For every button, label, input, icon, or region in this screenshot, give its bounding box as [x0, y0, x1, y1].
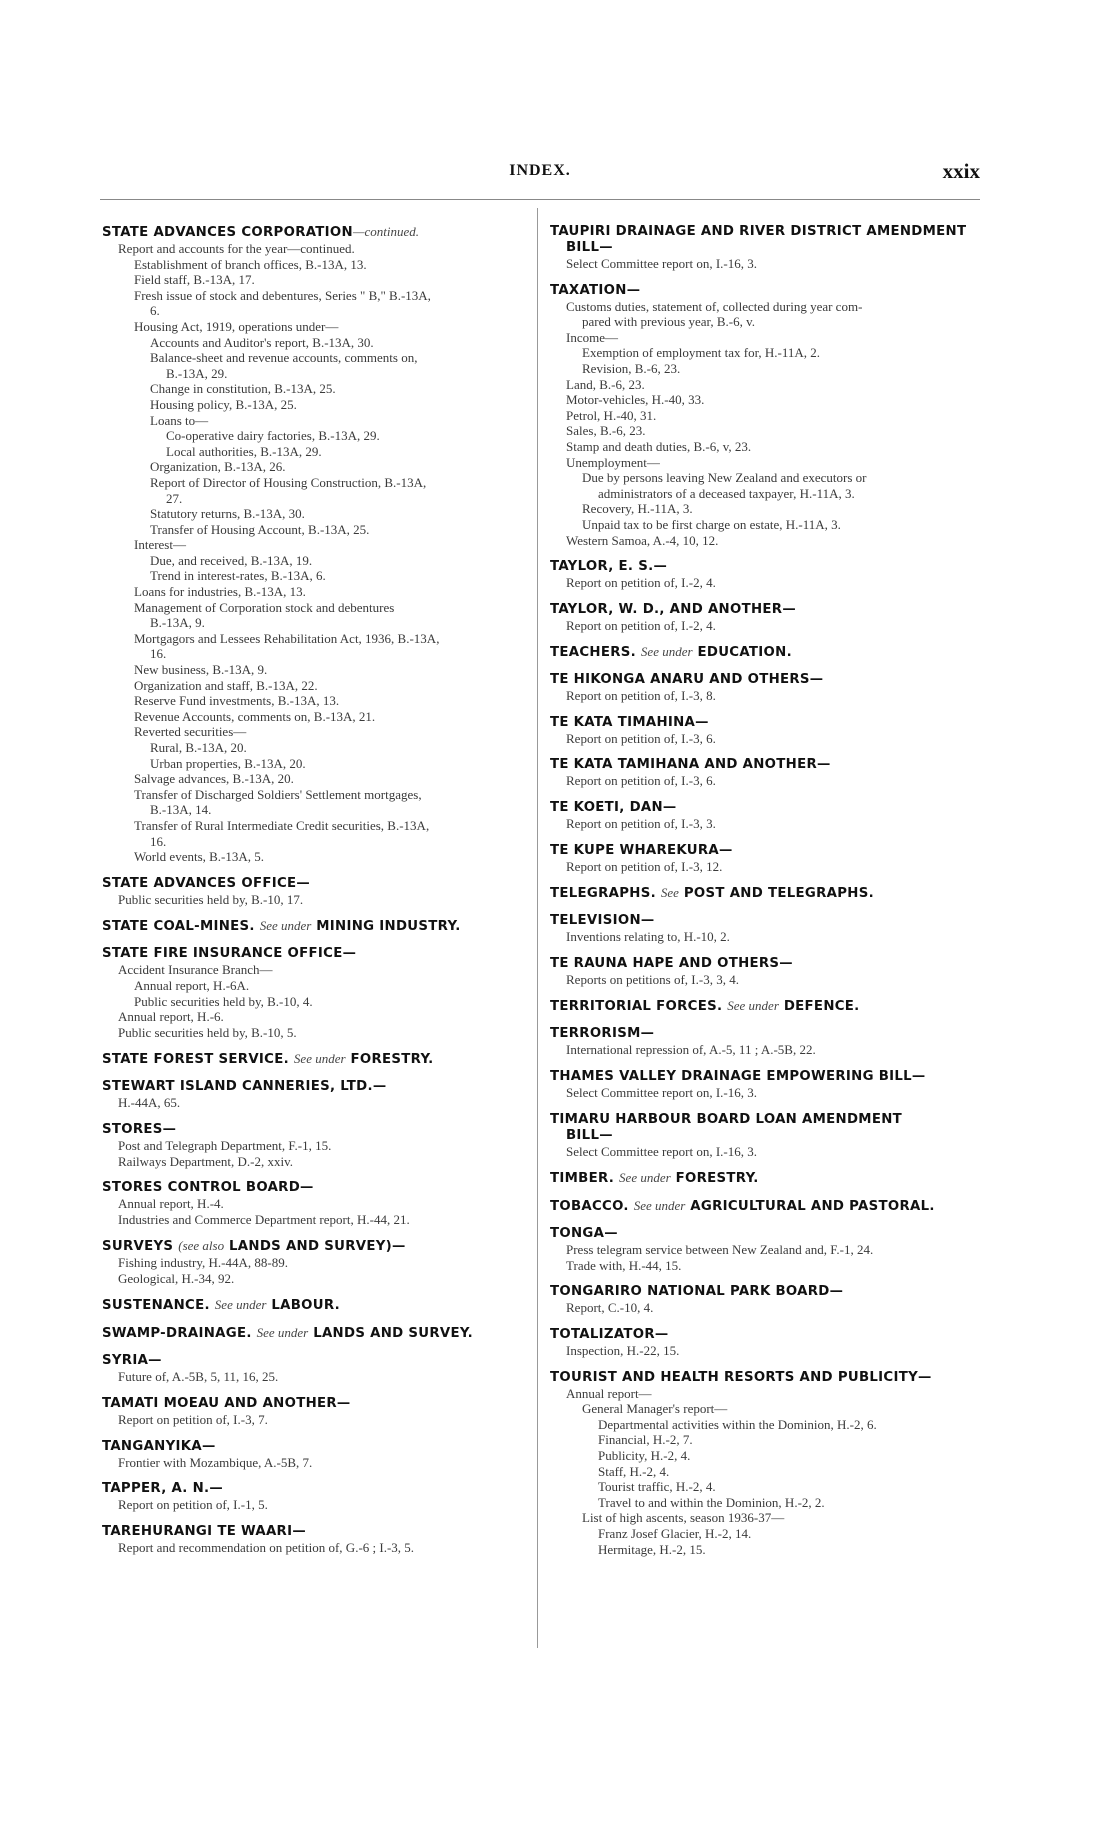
- see-reference: See under: [214, 1297, 267, 1313]
- entry-heading-text: SUSTENANCE.: [102, 1298, 210, 1314]
- index-subentry: Select Committee report on, I.-16, 3.: [566, 1143, 757, 1159]
- index-entry: [550, 1226, 980, 1273]
- index-subentry: Interest—: [134, 537, 186, 553]
- entry-heading-text: TE KATA TIMAHINA—: [550, 714, 709, 730]
- index-subentry: B.-13A, 14.: [150, 802, 212, 818]
- entry-heading: [550, 644, 980, 661]
- index-entry: [550, 913, 980, 945]
- entry-heading-text: TELEVISION—: [550, 913, 655, 929]
- index-subentry: Report on petition of, I.-2, 4.: [566, 617, 716, 633]
- index-subentry: B.-13A, 9.: [150, 615, 205, 631]
- index-entry: [550, 644, 980, 661]
- entry-heading-text: TELEGRAPHS.: [550, 886, 656, 902]
- entry-heading: [102, 1524, 532, 1540]
- index-subentry: Report on petition of, I.-3, 3.: [566, 816, 716, 832]
- entry-heading-continuation: BILL—: [566, 240, 613, 255]
- index-subentry: Accident Insurance Branch—: [118, 962, 273, 978]
- index-subentry: administrators of a deceased taxpayer, H.-11A, 3.: [598, 485, 855, 501]
- index-subentry: Motor-vehicles, H.-40, 33.: [566, 392, 705, 408]
- entry-heading: [550, 1284, 980, 1300]
- entry-heading-text: TONGARIRO NATIONAL PARK BOARD—: [550, 1284, 844, 1300]
- index-subentry: 16.: [150, 646, 167, 662]
- entry-heading: [102, 946, 532, 962]
- index-subentry: 16.: [150, 833, 167, 849]
- index-subentry: Press telegram service between New Zealand and, F.-1, 24.: [566, 1242, 874, 1258]
- index-subentry: Franz Josef Glacier, H.-2, 14.: [598, 1525, 752, 1541]
- index-subentry: Reserve Fund investments, B.-13A, 13.: [134, 693, 340, 709]
- entry-heading-text: TE KOETI, DAN—: [550, 800, 677, 816]
- index-entry: [550, 1370, 980, 1558]
- index-subentry: 6.: [150, 303, 160, 319]
- index-subentry: Exemption of employment tax for, H.-11A, 2.: [582, 345, 821, 361]
- index-entry: [102, 876, 532, 908]
- index-subentry: Statutory returns, B.-13A, 30.: [150, 506, 305, 522]
- entry-heading-continuation: BILL—: [566, 1127, 613, 1143]
- see-target: AGRICULTURAL AND PASTORAL.: [690, 1199, 935, 1215]
- entry-heading-text: TAYLOR, E. S.—: [550, 559, 668, 575]
- page-header: [100, 159, 980, 192]
- entry-heading: [102, 1180, 532, 1196]
- index-subentry: New business, B.-13A, 9.: [134, 662, 268, 678]
- index-subentry: Hermitage, H.-2, 15.: [598, 1541, 706, 1557]
- entry-heading-text: TAREHURANGI TE WAARI—: [102, 1523, 306, 1539]
- entry-heading: [102, 918, 532, 935]
- index-entry: [550, 1327, 980, 1359]
- index-subentry: Transfer of Rural Intermediate Credit securities, B.-13A,: [134, 817, 430, 833]
- entry-heading-text: STATE COAL-MINES.: [102, 919, 255, 935]
- index-subentry: Report of Director of Housing Construction, B.-13A,: [150, 474, 427, 490]
- entry-heading: [550, 715, 980, 731]
- index-subentry: Select Committee report on, I.-16, 3.: [566, 256, 757, 271]
- index-subentry: Mortgagors and Lessees Rehabilitation Act, 1936, B.-13A,: [134, 630, 440, 646]
- index-subentry: Unpaid tax to be first charge on estate, H.-11A, 3.: [582, 516, 841, 532]
- entry-heading: [550, 757, 980, 773]
- entry-heading-text: STATE FOREST SERVICE.: [102, 1052, 289, 1068]
- entry-heading-text: TOURIST AND HEALTH RESORTS AND PUBLICITY—: [550, 1369, 932, 1385]
- index-entry: [550, 224, 980, 272]
- entry-heading: [550, 885, 980, 902]
- entry-heading-text: TONGA—: [550, 1226, 618, 1242]
- index-subentry: General Manager's report—: [582, 1401, 728, 1417]
- index-subentry: Report on petition of, I.-3, 6.: [566, 730, 716, 746]
- see-target: FORESTRY.: [350, 1052, 434, 1068]
- index-subentry: Tourist traffic, H.-2, 4.: [598, 1479, 716, 1495]
- index-entry: [102, 1481, 532, 1513]
- index-subentry: Fresh issue of stock and debentures, Series " B," B.-13A,: [134, 287, 431, 303]
- entry-heading: [550, 224, 980, 240]
- index-subentry: H.-44A, 65.: [118, 1095, 181, 1111]
- index-subentry: Annual report, H.-6A.: [134, 977, 250, 993]
- index-subentry: Geological, H.-34, 92.: [118, 1270, 235, 1286]
- index-column-left: [102, 224, 532, 1566]
- index-entry: [102, 1439, 532, 1471]
- entry-heading: [550, 1226, 980, 1242]
- entry-heading: [102, 1396, 532, 1412]
- index-entry: [550, 843, 980, 875]
- entry-heading: [102, 1051, 532, 1068]
- index-subentry: Report and accounts for the year—continued.: [118, 241, 355, 256]
- entry-heading: [550, 1026, 980, 1042]
- entry-heading: [550, 998, 980, 1015]
- entry-heading: [102, 224, 532, 241]
- index-subentry: Report and recommendation on petition of, G.-6 ; I.-3, 5.: [118, 1539, 415, 1555]
- entry-heading-text: TERRITORIAL FORCES.: [550, 999, 723, 1015]
- index-subentry: Public securities held by, B.-10, 5.: [118, 1024, 297, 1040]
- index-entry: [550, 1112, 980, 1160]
- entry-heading: [550, 956, 980, 972]
- index-subentry: Local authorities, B.-13A, 29.: [166, 443, 322, 459]
- index-subentry: Salvage advances, B.-13A, 20.: [134, 771, 294, 787]
- entry-heading-text: SYRIA—: [102, 1353, 162, 1369]
- entry-heading-text: STORES—: [102, 1121, 177, 1137]
- index-subentry: 27.: [166, 490, 183, 506]
- see-reference: See under: [727, 998, 779, 1014]
- index-entry: [550, 715, 980, 747]
- index-entry: [102, 1297, 532, 1314]
- see-reference: See under: [640, 644, 693, 660]
- entry-heading-text: THAMES VALLEY DRAINAGE EMPOWERING BILL—: [550, 1069, 926, 1085]
- index-subentry: Future of, A.-5B, 5, 11, 16, 25.: [118, 1369, 279, 1385]
- entry-heading: [550, 800, 980, 816]
- index-subentry: B.-13A, 29.: [166, 365, 228, 381]
- entry-heading: [550, 1327, 980, 1343]
- index-subentry: Report on petition of, I.-2, 4.: [566, 575, 716, 591]
- see-target: MINING INDUSTRY.: [316, 919, 461, 935]
- index-subentry: Select Committee report on, I.-16, 3.: [566, 1085, 757, 1101]
- index-entry: [550, 998, 980, 1015]
- entry-heading-text: TEACHERS.: [550, 645, 636, 661]
- index-subentry: Loans for industries, B.-13A, 13.: [134, 584, 306, 600]
- index-entry: [550, 602, 980, 634]
- index-subentry: Report, C.-10, 4.: [566, 1300, 654, 1316]
- see-reference: (see also: [178, 1238, 225, 1254]
- index-entry: [102, 1325, 532, 1342]
- index-entry: [550, 672, 980, 704]
- index-subentry: Annual report—: [566, 1385, 652, 1401]
- index-subentry: Due by persons leaving New Zealand and executors or: [582, 470, 867, 486]
- index-subentry: Reverted securities—: [134, 724, 247, 740]
- entry-heading: [550, 559, 980, 575]
- entry-heading-text: TE HIKONGA ANARU AND OTHERS—: [550, 672, 824, 688]
- index-subentry: Loans to—: [150, 412, 209, 428]
- entry-heading: [550, 843, 980, 859]
- entry-heading: [102, 1353, 532, 1369]
- index-subentry: Trade with, H.-44, 15.: [566, 1257, 682, 1273]
- entry-heading: [550, 1170, 980, 1187]
- see-target: EDUCATION.: [697, 645, 792, 661]
- entry-heading-text: TIMBER.: [550, 1171, 615, 1187]
- index-subentry: Rural, B.-13A, 20.: [150, 740, 247, 755]
- index-entry: [550, 1069, 980, 1101]
- index-subentry: Report on petition of, I.-3, 12.: [566, 858, 723, 874]
- index-entry: [102, 1396, 532, 1428]
- index-subentry: Establishment of branch offices, B.-13A, 13.: [134, 256, 367, 272]
- entry-heading: [102, 1238, 532, 1255]
- index-subentry: Public securities held by, B.-10, 17.: [118, 891, 304, 907]
- index-subentry: pared with previous year, B.-6, v.: [582, 314, 756, 330]
- see-reference: See under: [293, 1051, 346, 1067]
- entry-heading-text: STATE FIRE INSURANCE OFFICE—: [102, 946, 357, 962]
- page-number: xxix: [942, 159, 980, 183]
- index-entry: [550, 757, 980, 789]
- entry-heading-text: STATE ADVANCES CORPORATION: [102, 225, 353, 240]
- entry-heading: [102, 1439, 532, 1455]
- index-entry: [102, 1524, 532, 1556]
- see-target: LANDS AND SURVEY.: [313, 1326, 473, 1342]
- index-subentry: Change in constitution, B.-13A, 25.: [150, 381, 336, 397]
- entry-heading: [550, 1112, 980, 1128]
- entry-heading: [550, 283, 980, 299]
- entry-heading-text: TANGANYIKA—: [102, 1438, 216, 1454]
- index-subentry: Urban properties, B.-13A, 20.: [150, 755, 306, 771]
- entry-heading-text: TIMARU HARBOUR BOARD LOAN AMENDMENT: [550, 1111, 903, 1127]
- index-subentry: Unemployment—: [566, 454, 660, 470]
- index-subentry: Annual report, H.-4.: [118, 1196, 224, 1212]
- entry-heading-text: TERRORISM—: [550, 1026, 655, 1042]
- entry-heading-text: TAMATI MOEAU AND ANOTHER—: [102, 1396, 351, 1412]
- entry-heading: [550, 1370, 980, 1386]
- see-target: DEFENCE.: [783, 999, 860, 1015]
- index-subentry: Transfer of Housing Account, B.-13A, 25.: [150, 521, 370, 537]
- index-entry: [550, 1026, 980, 1058]
- entry-heading: [550, 1198, 980, 1215]
- index-entry: [550, 1170, 980, 1187]
- see-reference: See under: [619, 1170, 671, 1186]
- index-entry: [102, 1238, 532, 1286]
- index-subentry: Staff, H.-2, 4.: [598, 1463, 670, 1479]
- index-subentry: Stamp and death duties, B.-6, v, 23.: [566, 438, 752, 454]
- see-reference: See under: [259, 918, 312, 934]
- index-subentry: International repression of, A.-5, 11 ; A.-5B, 22.: [566, 1042, 816, 1058]
- see-target: LANDS AND SURVEY)—: [229, 1239, 406, 1255]
- column-divider: [537, 208, 538, 1648]
- entry-heading: [102, 876, 532, 892]
- entry-heading-text: TAXATION—: [550, 282, 641, 298]
- index-subentry: Management of Corporation stock and debentures: [134, 599, 395, 615]
- index-subentry: Co-operative dairy factories, B.-13A, 29.: [166, 428, 380, 444]
- entry-heading-text: TAPPER, A. N.—: [102, 1481, 223, 1497]
- entry-heading: [102, 1325, 532, 1342]
- entry-heading-text: STORES CONTROL BOARD—: [102, 1180, 314, 1196]
- index-subentry: List of high ascents, season 1936-37—: [582, 1510, 785, 1526]
- entry-heading-text: TAYLOR, W. D., AND ANOTHER—: [550, 601, 796, 617]
- entry-heading: [102, 1079, 532, 1095]
- index-subentry: Reports on petitions of, I.-3, 3, 4.: [566, 971, 739, 987]
- index-subentry: Departmental activities within the Dominion, H.-2, 6.: [598, 1416, 877, 1432]
- index-subentry: Field staff, B.-13A, 17.: [134, 272, 255, 288]
- entry-heading: [550, 1069, 980, 1085]
- index-subentry: Recovery, H.-11A, 3.: [582, 501, 693, 517]
- index-subentry: Financial, H.-2, 7.: [598, 1432, 693, 1448]
- entry-heading-text: STATE ADVANCES OFFICE—: [102, 875, 310, 891]
- entry-heading: [102, 1122, 532, 1138]
- index-subentry: Petrol, H.-40, 31.: [566, 407, 657, 423]
- see-reference: See under: [256, 1325, 309, 1341]
- entry-heading-text: STEWART ISLAND CANNERIES, LTD.—: [102, 1079, 387, 1095]
- index-subentry: Inspection, H.-22, 15.: [566, 1343, 680, 1358]
- entry-heading-text: SURVEYS: [102, 1239, 174, 1255]
- index-entry: [102, 1051, 532, 1068]
- index-subentry: Report on petition of, I.-3, 6.: [566, 773, 716, 789]
- entry-heading-text: TE KUPE WHAREKURA—: [550, 842, 733, 858]
- index-subentry: Travel to and within the Dominion, H.-2, 2.: [598, 1494, 825, 1510]
- index-subentry: Due, and received, B.-13A, 19.: [150, 552, 313, 568]
- index-subentry: Annual report, H.-6.: [118, 1009, 224, 1025]
- index-subentry: Income—: [566, 329, 618, 345]
- index-subentry: Report on petition of, I.-3, 7.: [118, 1412, 268, 1428]
- see-reference: See: [660, 885, 679, 901]
- index-subentry: Report on petition of, I.-1, 5.: [118, 1497, 268, 1513]
- index-entry: [550, 956, 980, 988]
- index-subentry: Organization, B.-13A, 26.: [150, 459, 286, 475]
- index-entry: [550, 283, 980, 549]
- see-target: LABOUR.: [271, 1298, 340, 1314]
- index-entry: [550, 559, 980, 591]
- entry-heading-text: TOBACCO.: [550, 1199, 629, 1215]
- index-subentry: Fishing industry, H.-44A, 88-89.: [118, 1255, 288, 1271]
- index-entry: [102, 1180, 532, 1227]
- index-subentry: Inventions relating to, H.-10, 2.: [566, 929, 730, 945]
- index-entry: [550, 1284, 980, 1316]
- index-subentry: Railways Department, D.-2, xxiv.: [118, 1153, 293, 1169]
- see-reference: See under: [633, 1198, 686, 1214]
- entry-heading-text: SWAMP-DRAINAGE.: [102, 1326, 252, 1342]
- page-title: INDEX.: [509, 162, 571, 179]
- header-rule: [100, 199, 980, 200]
- entry-heading: [550, 672, 980, 688]
- entry-heading-text: TE RAUNA HAPE AND OTHERS—: [550, 955, 793, 971]
- index-entry: [102, 1122, 532, 1169]
- index-subentry: Frontier with Mozambique, A.-5B, 7.: [118, 1454, 313, 1470]
- index-entry: [102, 1079, 532, 1111]
- index-subentry: Balance-sheet and revenue accounts, comments on,: [150, 350, 418, 366]
- index-subentry: Public securities held by, B.-10, 4.: [134, 993, 313, 1009]
- see-target: POST AND TELEGRAPHS.: [683, 886, 874, 902]
- index-subentry: Industries and Commerce Department report, H.-44, 21.: [118, 1211, 410, 1227]
- index-subentry: Report on petition of, I.-3, 8.: [566, 688, 716, 704]
- entry-heading-text: TE KATA TAMIHANA AND ANOTHER—: [550, 757, 831, 773]
- index-subentry: Housing policy, B.-13A, 25.: [150, 396, 297, 412]
- entry-heading: [550, 913, 980, 929]
- index-subentry: Accounts and Auditor's report, B.-13A, 30.: [150, 334, 374, 350]
- index-entry: [102, 224, 532, 865]
- entry-heading-text: TAUPIRI DRAINAGE AND RIVER DISTRICT AMENDMENT: [550, 224, 967, 239]
- index-column-right: [550, 224, 980, 1568]
- entry-continued-label: —continued.: [352, 224, 420, 239]
- index-subentry: World events, B.-13A, 5.: [134, 849, 265, 865]
- index-subentry: Publicity, H.-2, 4.: [598, 1447, 691, 1463]
- index-entry: [550, 885, 980, 902]
- index-subentry: Revenue Accounts, comments on, B.-13A, 21.: [134, 708, 376, 724]
- index-entry: [102, 1353, 532, 1385]
- index-subentry: Land, B.-6, 23.: [566, 376, 645, 392]
- entry-heading: [550, 602, 980, 618]
- index-entry: [550, 1198, 980, 1215]
- see-target: FORESTRY.: [675, 1171, 759, 1187]
- index-entry: [102, 946, 532, 1040]
- entry-heading-text: TOTALIZATOR—: [550, 1327, 669, 1342]
- index-subentry: Revision, B.-6, 23.: [582, 360, 681, 376]
- entry-heading: [102, 1481, 532, 1497]
- index-subentry: Trend in interest-rates, B.-13A, 6.: [150, 568, 326, 584]
- index-subentry: Customs duties, statement of, collected during year com-: [566, 298, 863, 314]
- index-entry: [102, 918, 532, 935]
- index-entry: [550, 800, 980, 832]
- index-subentry: Western Samoa, A.-4, 10, 12.: [566, 532, 719, 548]
- index-subentry: Sales, B.-6, 23.: [566, 423, 646, 439]
- index-subentry: Housing Act, 1919, operations under—: [134, 318, 339, 334]
- index-subentry: Post and Telegraph Department, F.-1, 15.: [118, 1137, 332, 1153]
- entry-heading: [102, 1297, 532, 1314]
- index-subentry: Organization and staff, B.-13A, 22.: [134, 677, 318, 693]
- index-subentry: Transfer of Discharged Soldiers' Settlement mortgages,: [134, 786, 422, 802]
